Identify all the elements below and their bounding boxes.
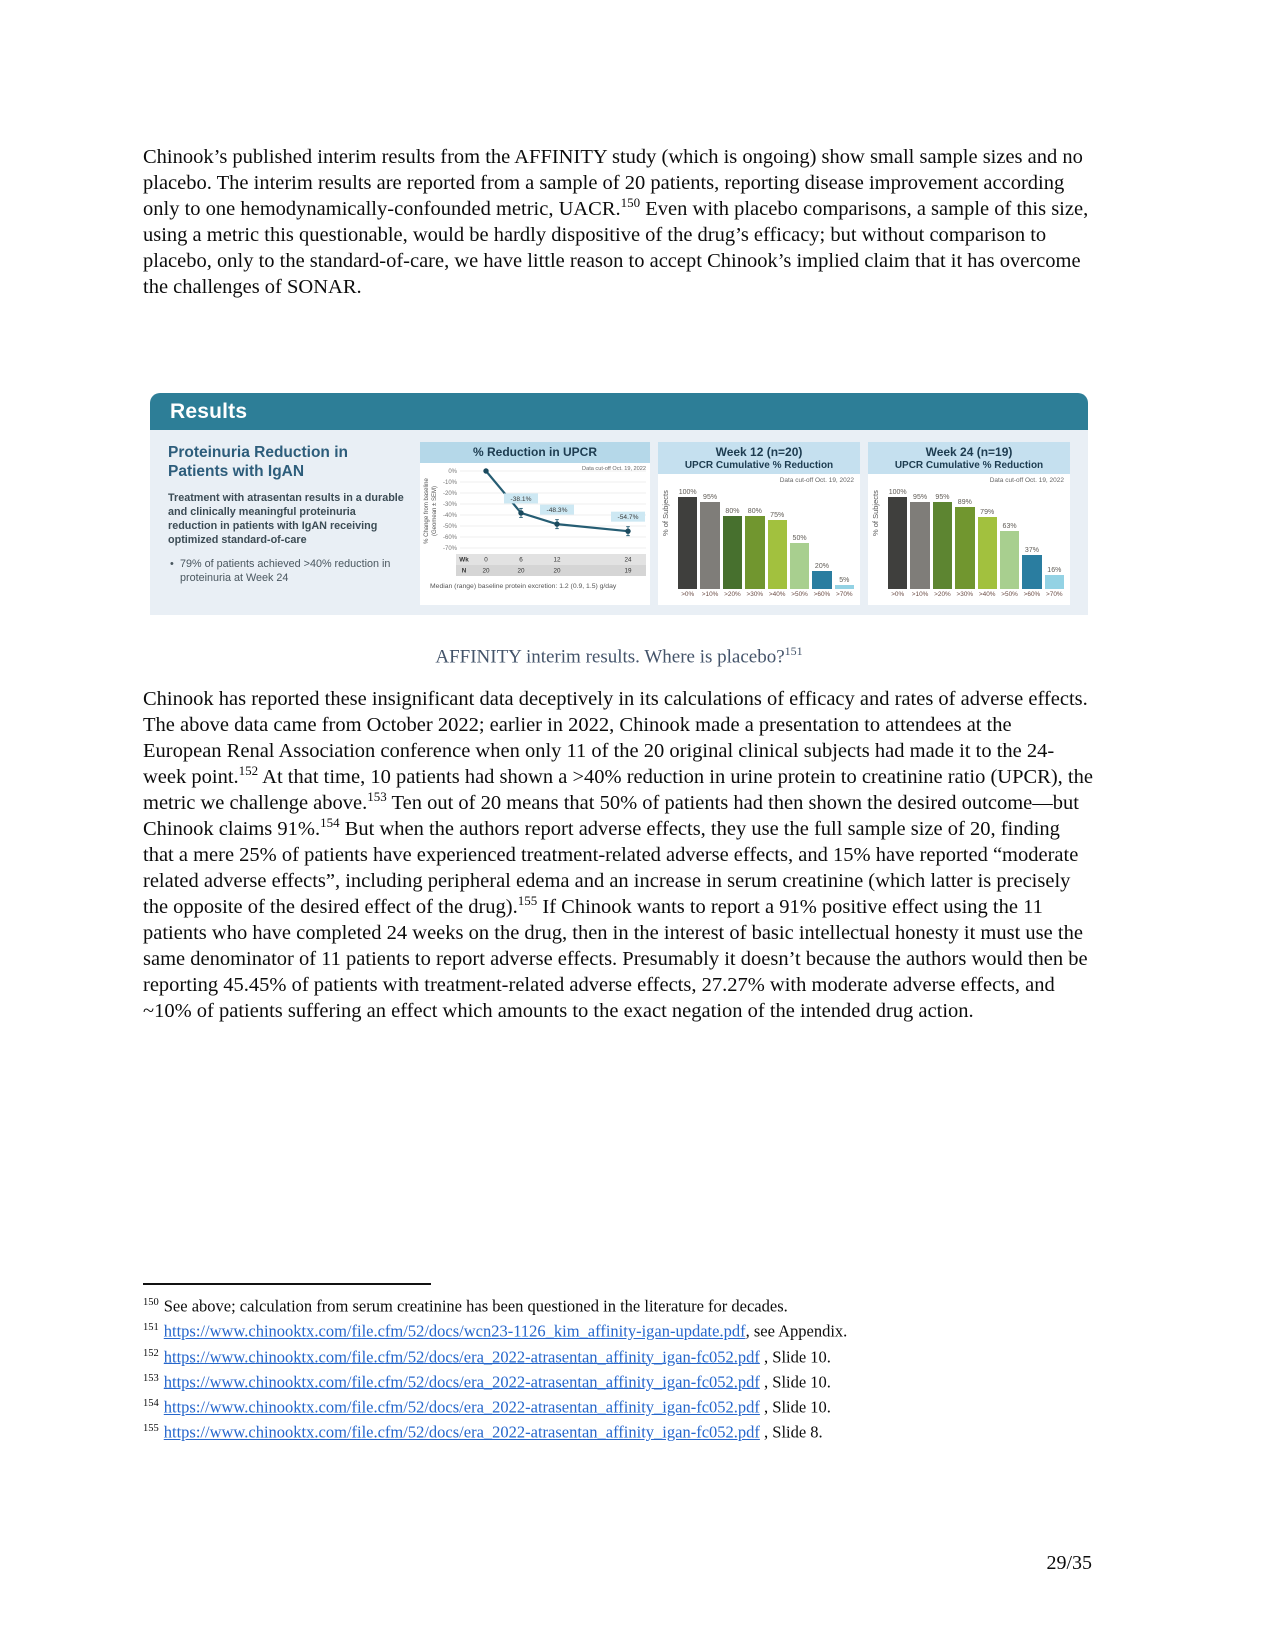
bar-column [700, 494, 719, 589]
x-axis-tick-label: >40% [768, 591, 786, 599]
week24-bars-area [871, 486, 1064, 599]
paragraph-text: At that time, 10 patients had shown a >40% reduction in urine protein to creatinine ratio (UPCR), the metric we challenge above. [143, 766, 1093, 814]
svg-text:Data cut-off Oct. 19, 2022: Data cut-off Oct. 19, 2022 [582, 465, 646, 472]
week24-chart-title: Week 24 (n=19) [925, 445, 1013, 459]
bar-value-label: 89% [957, 499, 972, 507]
footnote-marker-150: 150 [620, 195, 641, 211]
x-axis-tick-label: >60% [1023, 591, 1041, 599]
svg-text:0%: 0% [448, 468, 457, 475]
slide-banner-title: Results [170, 399, 248, 423]
svg-text:20: 20 [482, 567, 490, 575]
footnote-row [143, 1368, 1123, 1393]
bar-value-label: 75% [770, 512, 785, 520]
footnote-marker-154: 154 [320, 815, 340, 831]
week12-bars-area [661, 486, 854, 599]
bar [812, 571, 831, 589]
x-axis-tick-label: >50% [1001, 591, 1018, 599]
svg-text:-70%: -70% [442, 545, 457, 552]
footnote-marker-151: 151 [784, 644, 803, 658]
footnote-row [143, 1343, 1123, 1368]
bar-value-label: 5% [839, 576, 850, 584]
bar [1000, 531, 1019, 589]
bar [888, 497, 907, 589]
footnote-number: 155 [143, 1423, 159, 1435]
svg-text:(Geomean ± SEM): (Geomean ± SEM) [432, 485, 438, 536]
slide-heading: Proteinuria Reduction in Patients with IgAN [168, 444, 348, 480]
svg-text:20: 20 [517, 567, 525, 575]
page-number: 29/35 [1046, 1552, 1092, 1574]
bar [910, 502, 929, 589]
svg-text:-50%: -50% [442, 523, 457, 530]
bar-column [955, 499, 974, 589]
bar-column [933, 494, 952, 589]
line-chart-header [420, 442, 650, 463]
footnote-marker-155: 155 [517, 893, 538, 909]
footnote-link[interactable]: https://www.chinooktx.com/file.cfm/52/docs/era_2022-atrasentan_affinity_igan-fc052.pdf [163, 1347, 760, 1367]
bar [723, 516, 742, 590]
bar-column [768, 512, 787, 589]
x-axis-labels [678, 591, 854, 598]
bar-column [978, 509, 997, 590]
paragraph-text: Chinook has reported these insignificant data deceptively in its calculations of efficacy and rates of adverse effects. The above data came from October 2022; earlier in 2022, Chinook made a presentation to attendees at the European Renal Association conference when only 11 of the 20 original clinical subjects had made it to the 24-week point. [143, 688, 1088, 788]
svg-text:-40%: -40% [442, 512, 457, 519]
bar-column [888, 489, 907, 589]
bar-column [1022, 547, 1041, 589]
paragraph-text: If Chinook wants to report a 91% positive effect using the 11 patients who have completed 24 weeks on the drug, then in the interest of basic intellectual honesty it must use the same denominator of 11 patients to report adverse effects. Presumably it doesn’t because the authors would then be reporting 45.45% of patients with treatment-related adverse effects, 27.27% with moderate adverse effects, and ~10% of patients suffering an effect which amounts to the exact negation of the intended drug action. [143, 896, 1088, 1022]
paragraph-text: Chinook’s published interim results from the AFFINITY study (which is ongoing) show small sample sizes and no placebo. The interim results are reported from a sample of 20 patients, reporting disease improvement according only to one hemodynamically-confounded metric, UACR. [143, 146, 1083, 220]
slide-subheading: Treatment with atrasentan results in a durable and clinically meaningful proteinuria reduction in patients with IgAN receiving optimized standard-of-care [168, 492, 404, 547]
svg-text:12: 12 [553, 556, 561, 564]
bar-series [678, 486, 854, 589]
line-chart-footnote: Median (range) baseline protein excretion: 1.2 (0.9, 1.5) g/day [430, 582, 617, 590]
bar-value-label: 63% [1002, 523, 1017, 531]
bar-column [910, 494, 929, 589]
footnote-separator [143, 1283, 431, 1285]
slide-bullet: • 79% of patients achieved >40% reduction in proteinuria at Week 24 [168, 557, 406, 585]
footnote-row [143, 1393, 1123, 1418]
bar-value-label: 95% [703, 493, 718, 501]
x-axis-tick-label: >10% [701, 591, 719, 599]
footnote-row [143, 1292, 1123, 1317]
bar [1045, 575, 1064, 590]
x-axis-tick-label: >70% [836, 591, 853, 599]
week12-chart-title: Week 12 (n=20) [715, 445, 803, 459]
paragraph-text: But when the authors report adverse effects, they use the full sample size of 20, finding that a mere 25% of patients have experienced treatment-related adverse effects, and 15% have reported “moderate related adverse effects”, including peripheral edema and an increase in serum creatinine (which latter is precisely the opposite of the desired effect of the drug). [143, 818, 1079, 918]
bar-value-label: 95% [913, 493, 928, 501]
svg-text:20: 20 [553, 567, 561, 575]
bar-column [745, 508, 764, 590]
y-axis-label: % of Subjects [661, 490, 670, 537]
bar [745, 516, 764, 590]
caption-text: AFFINITY interim results. Where is placebo? [435, 646, 785, 668]
bar-column [723, 508, 742, 590]
svg-text:% Change from baseline: % Change from baseline [424, 477, 430, 544]
svg-text:-20%: -20% [442, 490, 457, 497]
bar [955, 507, 974, 589]
footnote-suffix: , Slide 10. [759, 1347, 831, 1367]
bar [678, 497, 697, 589]
bar-value-label: 100% [678, 489, 697, 497]
bar [1022, 555, 1041, 589]
x-axis-tick-label: >20% [934, 591, 951, 599]
bar-column [1000, 523, 1019, 589]
week12-bar-chart-card [658, 442, 860, 605]
footnote-number: 154 [143, 1398, 159, 1410]
bar-value-label: 20% [814, 562, 829, 570]
svg-text:19: 19 [624, 567, 632, 575]
footnote-suffix: , Slide 10. [759, 1372, 831, 1392]
week24-chart-subtitle: UPCR Cumulative % Reduction [894, 459, 1044, 471]
week24-bar-chart-card [868, 442, 1070, 605]
footnote-number: 151 [143, 1322, 159, 1334]
svg-text:0: 0 [484, 556, 488, 564]
footnotes [143, 1292, 1123, 1444]
figure-caption [150, 644, 1088, 668]
bar-column [812, 563, 831, 589]
x-axis-tick-label: >0% [681, 591, 695, 599]
bar [933, 502, 952, 589]
svg-text:-30%: -30% [442, 501, 457, 508]
bar-value-label: 80% [747, 507, 762, 515]
x-axis-tick-label: >30% [746, 591, 764, 599]
slide-body [150, 430, 1088, 615]
bar-column [1045, 567, 1064, 590]
svg-text:-54.7%: -54.7% [617, 513, 639, 521]
footnote-suffix: , Slide 8. [759, 1422, 823, 1442]
x-axis-tick-label: >50% [791, 591, 808, 599]
bar [700, 502, 719, 589]
svg-text:-10%: -10% [442, 479, 457, 486]
footnote-link[interactable]: https://www.chinooktx.com/file.cfm/52/docs/era_2022-atrasentan_affinity_igan-fc052.pdf [163, 1422, 760, 1442]
bar-column [678, 489, 697, 589]
svg-text:-60%: -60% [442, 534, 457, 541]
footnote-number: 150 [143, 1297, 159, 1308]
bar [835, 585, 854, 590]
svg-text:-48.3%: -48.3% [546, 506, 568, 514]
body-paragraph-1 [143, 144, 1093, 300]
bar [790, 543, 809, 589]
bar-value-label: 95% [935, 493, 950, 501]
footnote-text: See above; calculation from serum creatinine has been questioned in the literature for decades. [163, 1296, 788, 1316]
x-axis-tick-label: >0% [891, 591, 905, 599]
paragraph-text: Ten out of 20 means that 50% of patients had then shown the desired outcome—but Chinook claims 91%. [143, 792, 1079, 840]
footnote-number: 152 [143, 1347, 159, 1359]
week12-chart-header [658, 442, 860, 474]
week12-chart-subtitle: UPCR Cumulative % Reduction [684, 459, 834, 471]
week24-chart-header [868, 442, 1070, 474]
footnote-number: 153 [143, 1372, 159, 1384]
x-axis-tick-label: >20% [724, 591, 741, 599]
body-paragraph-2 [143, 686, 1093, 1024]
results-slide-figure [150, 393, 1088, 615]
x-axis-labels [888, 591, 1064, 598]
bar-value-label: 79% [980, 508, 995, 516]
footnote-link[interactable]: https://www.chinooktx.com/file.cfm/52/docs/era_2022-atrasentan_affinity_igan-fc052.pdf [163, 1372, 760, 1392]
footnote-marker-152: 152 [238, 763, 259, 779]
svg-text:6: 6 [519, 556, 523, 564]
slide-left-panel [162, 442, 412, 605]
upcr-line-chart [420, 463, 650, 581]
bar-value-label: 16% [1047, 566, 1062, 574]
svg-text:-38.1%: -38.1% [510, 495, 532, 503]
upcr-line-chart-card [420, 442, 650, 605]
x-axis-tick-label: >60% [813, 591, 831, 599]
svg-text:N: N [461, 567, 467, 575]
footnote-suffix: , Slide 10. [759, 1397, 831, 1417]
bar-series [888, 486, 1064, 589]
x-axis-tick-label: >30% [956, 591, 974, 599]
x-axis-tick-label: >10% [911, 591, 929, 599]
data-cutoff-note: Data cut-off Oct. 19, 2022 [779, 477, 854, 485]
footnote-link[interactable]: https://www.chinooktx.com/file.cfm/52/docs/wcn23-1126_kim_affinity-igan-update.pdf [163, 1321, 746, 1341]
bar [978, 517, 997, 590]
bar-value-label: 37% [1024, 547, 1039, 555]
bar-value-label: 50% [792, 535, 807, 543]
footnote-link[interactable]: https://www.chinooktx.com/file.cfm/52/docs/era_2022-atrasentan_affinity_igan-fc052.pdf [163, 1397, 760, 1417]
line-chart-title: % Reduction in UPCR [472, 445, 597, 459]
footnote-row [143, 1418, 1123, 1443]
footnote-marker-153: 153 [367, 789, 387, 805]
bar-value-label: 100% [888, 489, 907, 497]
bar-value-label: 80% [725, 507, 740, 515]
svg-text:Wk: Wk [459, 556, 469, 564]
y-axis-label: % of Subjects [871, 490, 880, 537]
data-cutoff-note: Data cut-off Oct. 19, 2022 [989, 477, 1064, 485]
slide-banner [150, 393, 1088, 430]
bar-column [835, 577, 854, 590]
bar [768, 520, 787, 589]
footnote-row [143, 1317, 1123, 1342]
svg-text:24: 24 [624, 556, 632, 564]
x-axis-tick-label: >70% [1046, 591, 1063, 599]
bar-column [790, 535, 809, 589]
paragraph-text: Even with placebo comparisons, a sample of this size, using a metric this questionable, would be hardly dispositive of the drug’s efficacy; but without comparison to placebo, only to the standard-of-care, we have little reason to accept Chinook’s implied claim that it has overcome the challenges of SONAR. [143, 198, 1089, 298]
x-axis-tick-label: >40% [978, 591, 996, 599]
footnote-suffix: , see Appendix. [745, 1321, 848, 1341]
